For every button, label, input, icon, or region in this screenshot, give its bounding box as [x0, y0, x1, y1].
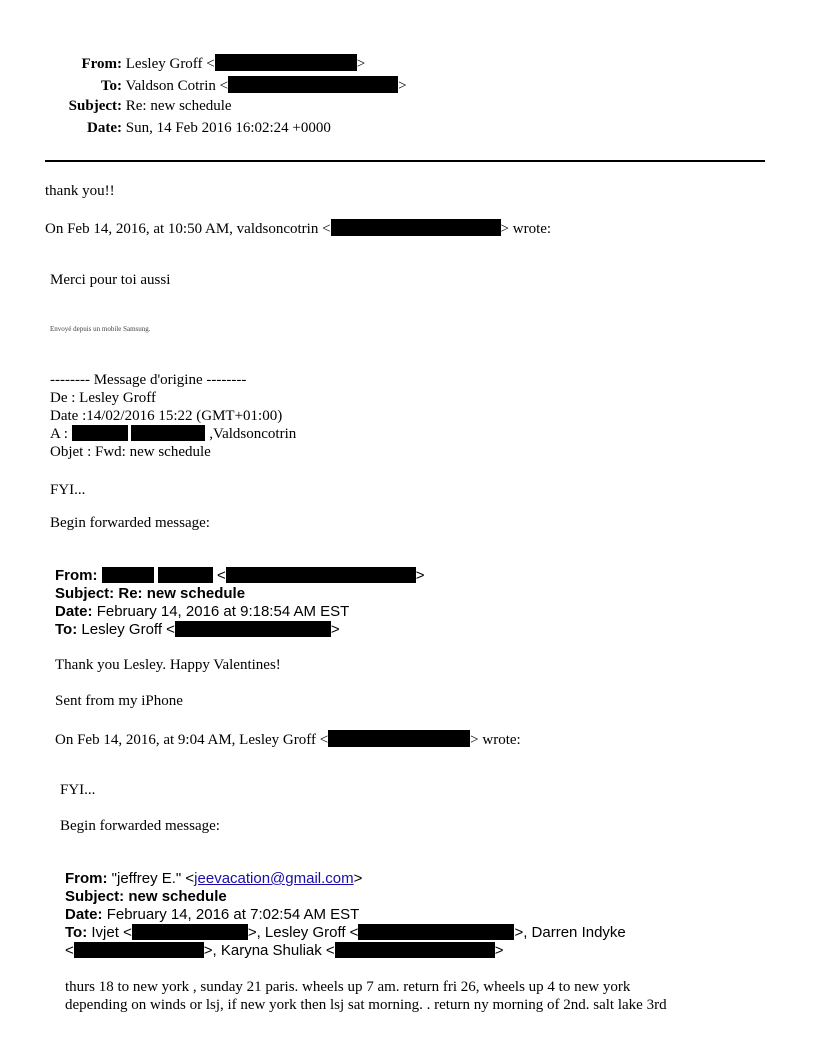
fwd1-subject-value: Re: new schedule — [118, 585, 246, 602]
fwd2-to-f: > — [494, 942, 504, 959]
fwd2-from-gt: > — [353, 870, 363, 887]
fwd1-from-row — [55, 567, 425, 585]
header-subject-value: Re: new schedule — [125, 98, 232, 114]
merci-text: Merci pour toi aussi — [50, 272, 171, 288]
fwd1-lt: < — [217, 567, 226, 584]
fwd2-to-a: Ivjet < — [91, 924, 132, 941]
fwd2-to-b: >, Lesley Groff < — [247, 924, 359, 941]
header-to-label: To: — [100, 78, 122, 94]
fwd2-from-label: From: — [65, 870, 108, 887]
fwd1-to-gt: > — [330, 621, 340, 638]
fwd2-from-name: "jeffrey E." < — [111, 870, 195, 887]
fyi-text: FYI... — [50, 482, 86, 498]
header-date-row — [60, 120, 331, 137]
envoye-text: Envoyé depuis un mobile Samsung. — [50, 325, 151, 333]
fwd2-to-d: < — [65, 942, 74, 959]
header-from-row — [60, 54, 365, 73]
bracket: > — [356, 56, 366, 72]
fwd1-from-label: From: — [55, 567, 98, 584]
quote-line-1-pre: On Feb 14, 2016, at 10:50 AM, valdsoncotrin < — [45, 221, 331, 237]
orig-a-post: ,Valdsoncotrin — [209, 426, 297, 442]
header-from-label: From: — [81, 56, 122, 72]
fwd1-subject-label: Subject: — [55, 585, 115, 602]
redaction-box — [331, 219, 501, 236]
fwd2-date-value: February 14, 2016 at 7:02:54 AM EST — [106, 906, 360, 923]
fwd2-to-row-2 — [65, 942, 503, 960]
redaction-box — [74, 942, 204, 958]
fwd2-from-row — [65, 870, 362, 888]
fwd1-begin-forwarded: Begin forwarded message: — [60, 818, 220, 834]
fwd1-to-row — [55, 621, 340, 639]
fwd1-date-value: February 14, 2016 at 9:18:54 AM EST — [96, 603, 350, 620]
fwd2-subject-value: new schedule — [128, 888, 227, 905]
orig-a-pre: A : — [50, 426, 68, 442]
fwd2-date-row — [65, 906, 359, 924]
fwd2-subject-label: Subject: — [65, 888, 125, 905]
redaction-box — [215, 54, 357, 71]
header-subject-label: Subject: — [68, 98, 122, 114]
fwd2-to-label: To: — [65, 924, 88, 941]
header-divider — [45, 160, 765, 162]
body-thanks: thank you!! — [45, 183, 115, 199]
header-to-value: Valdson Cotrin < — [125, 78, 229, 94]
bracket: > — [398, 78, 407, 94]
header-from-value: Lesley Groff < — [125, 56, 215, 72]
orig-header: -------- Message d'origine -------- — [50, 372, 247, 388]
fwd2-body-line-2: depending on winds or lsj, if new york then lsj sat morning. . return ny morning of 2nd. salt lake 3rd — [65, 997, 667, 1013]
fwd1-quote-line — [55, 730, 521, 749]
redaction-box — [102, 567, 154, 583]
header-date-label: Date: — [87, 120, 122, 136]
header-date-value: Sun, 14 Feb 2016 16:02:24 +0000 — [125, 120, 331, 136]
fwd2-to-c: >, Darren Indyke — [514, 924, 626, 941]
fwd1-to-value: Lesley Groff < — [81, 621, 175, 638]
fwd1-date-row — [55, 603, 349, 621]
orig-de: De : Lesley Groff — [50, 390, 156, 406]
fwd2-to-e: >, Karyna Shuliak < — [203, 942, 335, 959]
fwd2-from-email-link[interactable]: jeevacation@gmail.com — [194, 870, 354, 887]
fwd2-subject-row — [65, 888, 227, 906]
redaction-box — [132, 924, 248, 940]
quote-line-1-post: > wrote: — [500, 221, 552, 237]
redaction-box — [175, 621, 331, 637]
fwd1-sent-from: Sent from my iPhone — [55, 693, 183, 709]
begin-forwarded: Begin forwarded message: — [50, 515, 210, 531]
fwd1-fyi: FYI... — [60, 782, 96, 798]
fwd1-gt: > — [415, 567, 425, 584]
fwd2-to-row — [65, 924, 626, 942]
orig-a — [50, 425, 296, 443]
redaction-box — [228, 76, 398, 93]
fwd1-quote-pre: On Feb 14, 2016, at 9:04 AM, Lesley Groff < — [55, 732, 329, 748]
redaction-box — [328, 730, 470, 747]
redaction-box — [358, 924, 514, 940]
fwd1-subject-row — [55, 585, 245, 603]
fwd2-date-label: Date: — [65, 906, 103, 923]
redaction-box — [72, 425, 128, 441]
redaction-box — [158, 567, 213, 583]
orig-objet: Objet : Fwd: new schedule — [50, 444, 211, 460]
redaction-box — [335, 942, 495, 958]
header-to-row — [60, 76, 407, 95]
fwd1-date-label: Date: — [55, 603, 93, 620]
fwd1-quote-post: > wrote: — [470, 732, 521, 748]
header-subject-row — [60, 98, 232, 115]
quote-line-1 — [45, 219, 551, 238]
redaction-box — [226, 567, 416, 583]
fwd1-thank-you: Thank you Lesley. Happy Valentines! — [55, 657, 281, 673]
fwd1-to-label: To: — [55, 621, 78, 638]
fwd2-body-line-1: thurs 18 to new york , sunday 21 paris. wheels up 7 am. return fri 26, wheels up 4 to new york — [65, 979, 631, 995]
redaction-box — [131, 425, 205, 441]
orig-date: Date :14/02/2016 15:22 (GMT+01:00) — [50, 408, 283, 424]
